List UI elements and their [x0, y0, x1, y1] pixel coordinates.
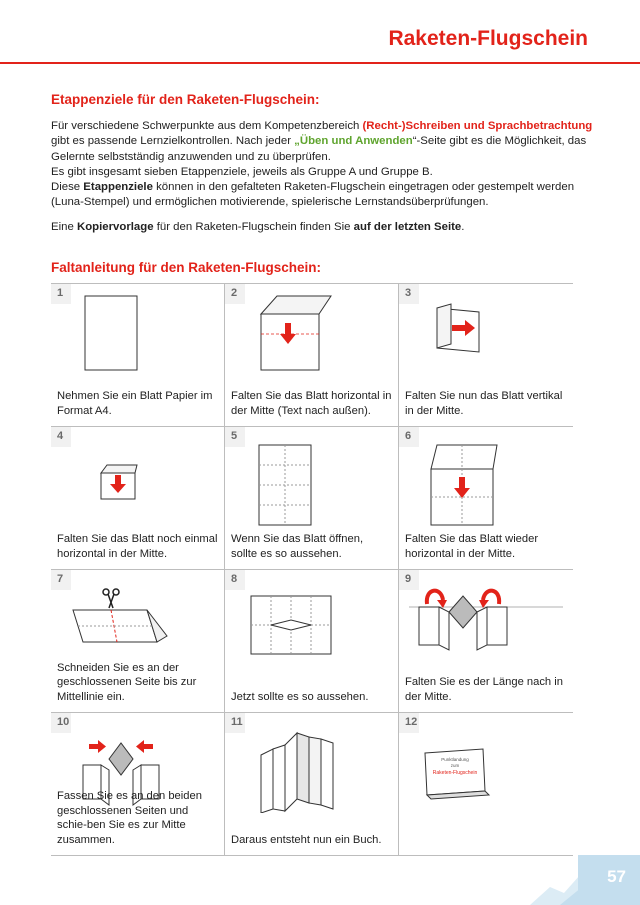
step-number: 8 [231, 573, 238, 585]
step-3 [399, 284, 573, 426]
intro-line [51, 134, 596, 149]
text: Für verschiedene Schwerpunkte aus dem Kompetenzbereich [51, 120, 363, 132]
step-7 [51, 570, 225, 712]
highlight-red: (Recht-)Schreiben und Sprachbetrachtung [362, 120, 593, 132]
step-caption: Falten Sie das Blatt wieder horizontal in der Mitte. [405, 533, 539, 560]
step-9 [399, 570, 573, 712]
highlight-green: „Üben und Anwenden [294, 135, 413, 148]
bold-text: Kopiervorlage [76, 221, 154, 233]
step-number: 11 [231, 716, 243, 728]
step-caption: Falten Sie das Blatt horizontal in der Mitte (Text nach außen). [231, 390, 392, 417]
slit-sheet-illustration [225, 570, 399, 670]
step-number: 10 [57, 716, 70, 728]
steps-row [51, 713, 573, 856]
text: “-Seite gibt es die Möglichkeit, das [412, 135, 587, 148]
text: gibt es passende Lernzielkontrollen. Nach jeder [51, 135, 295, 148]
step-caption: Daraus entsteht nun ein Buch. [231, 833, 382, 846]
step-number: 1 [57, 287, 64, 299]
bold-text: auf der letzten Seite [353, 221, 462, 233]
step-caption: Nehmen Sie ein Blatt Papier im Format A4. [57, 390, 213, 417]
step-8 [225, 570, 399, 712]
section-heading-folding: Faltanleitung für den Raketen-Flugschein: [51, 260, 322, 275]
section-heading-goals: Etappenziele für den Raketen-Flugschein: [51, 92, 320, 107]
step-10 [51, 713, 225, 855]
arrow-right-icon [89, 740, 106, 753]
step-number: 4 [57, 430, 64, 442]
book-illustration [225, 713, 399, 813]
step-number: 12 [405, 716, 418, 728]
finished-booklet-illustration [399, 713, 573, 813]
scissors-icon [103, 589, 119, 608]
step-caption: Falten Sie nun das Blatt vertikal in der Mitte. [405, 390, 563, 417]
step-11 [225, 713, 399, 855]
page-number: 57 [607, 867, 626, 886]
arrow-left-icon [136, 740, 153, 753]
step-caption: Falten Sie das Blatt noch einmal horizontal in der Mitte. [57, 533, 218, 560]
step-caption: Jetzt sollte es so aussehen. [231, 690, 369, 703]
title-rule [0, 62, 640, 64]
step-number: 3 [405, 287, 412, 299]
step-6 [399, 427, 573, 569]
step-caption: Wenn Sie das Blatt öffnen, sollte es so aussehen. [231, 533, 364, 560]
fold-horizontal-illustration [225, 284, 399, 384]
step-5 [225, 427, 399, 569]
step-number: 9 [405, 573, 412, 585]
step-2 [225, 284, 399, 426]
text: Eine [51, 221, 77, 233]
step-caption: Fassen Sie es an den beiden geschlossenen Seiten und schie-ben Sie es zur Mitte zusammen. [57, 790, 202, 846]
text: Diese [51, 181, 84, 194]
intro-line [51, 180, 596, 195]
fold-again-illustration [51, 427, 225, 527]
bold-text: Etappenziele [83, 181, 153, 194]
step-number: 2 [231, 287, 238, 299]
step-caption: Falten Sie es der Länge nach in der Mitte. [405, 676, 563, 703]
text: können in den gefalteten Raketen-Flugschein eingetragen oder gestempelt werden [152, 181, 575, 194]
intro-line: Gelernte selbstständig anzuwenden und zu überprüfen. [51, 150, 331, 163]
step-number: 7 [57, 573, 64, 585]
steps-row [51, 284, 573, 427]
intro-line: (Luna-Stempel) und ermöglichen motivierende, spielerische Lernstandsüberprüfungen. [51, 196, 489, 209]
booklet-title: Raketen-Flugschein [432, 770, 478, 776]
unfolded-sheet-illustration [225, 427, 399, 527]
intro-line [51, 119, 596, 134]
step-caption: Schneiden Sie es an der geschlossenen Seite bis zur Mittellinie ein. [57, 661, 197, 703]
text: für den Raketen-Flugschein finden Sie [153, 221, 354, 233]
step-number: 6 [405, 430, 412, 442]
booklet-line: zum [450, 763, 460, 768]
cut-illustration [51, 570, 225, 670]
fold-horizontal-again-illustration [399, 427, 573, 527]
step-12 [399, 713, 573, 855]
intro-line: Es gibt insgesamt sieben Etappenziele, jeweils als Gruppe A und Gruppe B. [51, 165, 433, 178]
sheet-illustration [51, 284, 225, 384]
fold-vertical-illustration [399, 284, 573, 384]
lengthwise-fold-illustration [399, 570, 573, 670]
text: . [461, 221, 465, 233]
intro-text [51, 119, 596, 211]
steps-row [51, 427, 573, 570]
steps-row [51, 570, 573, 713]
page-title: Raketen-Flugschein [388, 27, 588, 50]
step-number: 5 [231, 430, 238, 442]
step-4 [51, 427, 225, 569]
booklet-line: Punktlandung [441, 757, 469, 762]
folding-steps-grid [51, 283, 573, 856]
step-1 [51, 284, 225, 426]
copy-template-note [51, 221, 596, 233]
